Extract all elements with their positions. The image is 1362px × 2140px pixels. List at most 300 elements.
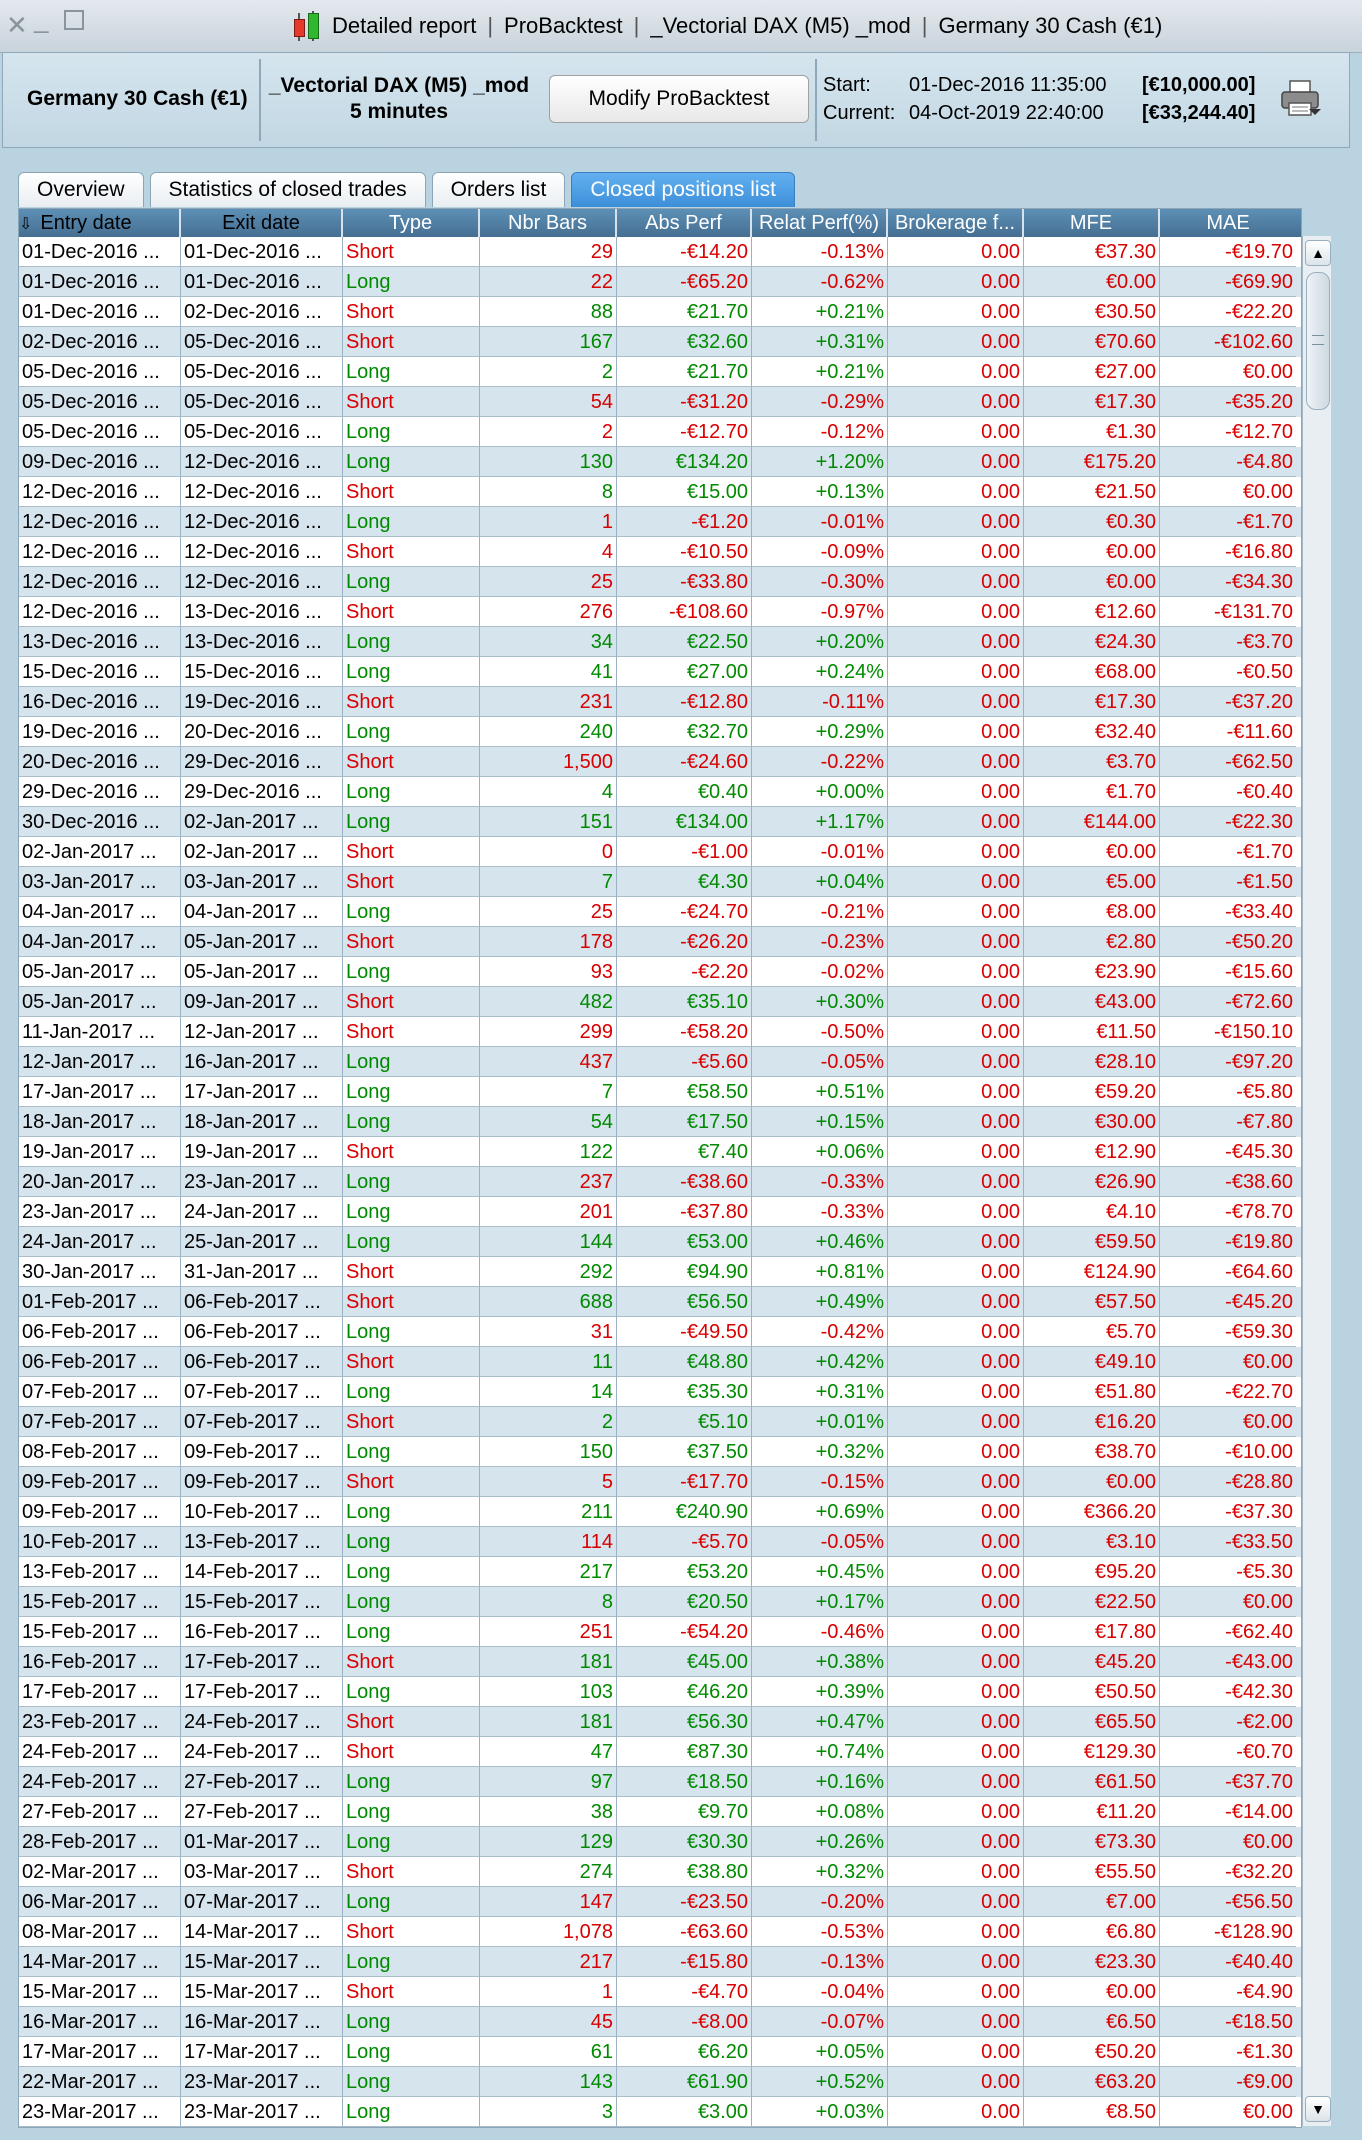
nbr-bars-cell: 3 xyxy=(480,2097,617,2127)
nbr-bars-cell: 34 xyxy=(480,627,617,657)
table-row[interactable] xyxy=(19,327,1301,357)
relat-perf-cell: +0.31% xyxy=(752,1377,888,1407)
table-row[interactable] xyxy=(19,957,1301,987)
abs-perf-cell: -€65.20 xyxy=(617,267,752,297)
mfe-cell: €11.20 xyxy=(1024,1797,1160,1827)
type-cell: Long xyxy=(343,447,480,477)
exit-date-cell: 23-Mar-2017 ... xyxy=(181,2067,343,2097)
exit-date-cell: 07-Feb-2017 ... xyxy=(181,1377,343,1407)
table-row[interactable] xyxy=(19,1137,1301,1167)
exit-date-cell: 17-Mar-2017 ... xyxy=(181,2037,343,2067)
relat-perf-cell: -0.09% xyxy=(752,537,888,567)
nbr-bars-cell: 38 xyxy=(480,1797,617,1827)
relat-perf-cell: +0.05% xyxy=(752,2037,888,2067)
exit-date-cell: 29-Dec-2016 ... xyxy=(181,747,343,777)
start-label: Start: xyxy=(823,74,871,96)
column-mfe[interactable]: MFE xyxy=(1024,209,1160,237)
table-row[interactable] xyxy=(19,1647,1301,1677)
tab-statistics[interactable]: Statistics of closed trades xyxy=(150,172,426,207)
table-row[interactable] xyxy=(19,1617,1301,1647)
mae-cell: -€56.50 xyxy=(1160,1887,1296,1917)
mfe-cell: €51.80 xyxy=(1024,1377,1160,1407)
entry-date-cell: 12-Dec-2016 ... xyxy=(19,567,181,597)
relat-perf-cell: -0.30% xyxy=(752,567,888,597)
table-row[interactable] xyxy=(19,267,1301,297)
close-window-icon[interactable]: ✕ xyxy=(6,10,28,40)
exit-date-cell: 06-Feb-2017 ... xyxy=(181,1317,343,1347)
relat-perf-cell: +0.52% xyxy=(752,2067,888,2097)
mfe-cell: €57.50 xyxy=(1024,1287,1160,1317)
table-row[interactable] xyxy=(19,657,1301,687)
abs-perf-cell: €21.70 xyxy=(617,297,752,327)
table-row[interactable] xyxy=(19,2067,1301,2097)
entry-date-cell: 18-Jan-2017 ... xyxy=(19,1107,181,1137)
relat-perf-cell: +0.13% xyxy=(752,477,888,507)
table-row[interactable] xyxy=(19,1887,1301,1917)
type-cell: Short xyxy=(343,1467,480,1497)
abs-perf-cell: €32.70 xyxy=(617,717,752,747)
entry-date-cell: 07-Feb-2017 ... xyxy=(19,1407,181,1437)
relat-perf-cell: +0.51% xyxy=(752,1077,888,1107)
nbr-bars-cell: 8 xyxy=(480,477,617,507)
table-row[interactable] xyxy=(19,417,1301,447)
exit-date-cell: 12-Dec-2016 ... xyxy=(181,477,343,507)
nbr-bars-cell: 47 xyxy=(480,1737,617,1767)
brokerage-cell: 0.00 xyxy=(888,1497,1024,1527)
abs-perf-cell: €38.80 xyxy=(617,1857,752,1887)
table-row[interactable] xyxy=(19,1797,1301,1827)
maximize-window-icon[interactable] xyxy=(64,10,84,30)
abs-perf-cell: -€17.70 xyxy=(617,1467,752,1497)
scroll-thumb[interactable] xyxy=(1306,272,1330,410)
tab-overview[interactable]: Overview xyxy=(18,172,144,207)
type-cell: Long xyxy=(343,807,480,837)
abs-perf-cell: -€38.60 xyxy=(617,1167,752,1197)
mae-cell: €0.00 xyxy=(1160,1587,1296,1617)
entry-date-cell: 17-Feb-2017 ... xyxy=(19,1677,181,1707)
relat-perf-cell: -0.02% xyxy=(752,957,888,987)
type-cell: Short xyxy=(343,987,480,1017)
table-row[interactable] xyxy=(19,1257,1301,1287)
nbr-bars-cell: 14 xyxy=(480,1377,617,1407)
column-nbr-bars[interactable]: Nbr Bars xyxy=(480,209,617,237)
entry-date-cell: 16-Feb-2017 ... xyxy=(19,1647,181,1677)
abs-perf-cell: €15.00 xyxy=(617,477,752,507)
nbr-bars-cell: 274 xyxy=(480,1857,617,1887)
exit-date-cell: 15-Mar-2017 ... xyxy=(181,1977,343,2007)
exit-date-cell: 05-Dec-2016 ... xyxy=(181,327,343,357)
brokerage-cell: 0.00 xyxy=(888,1287,1024,1317)
nbr-bars-cell: 54 xyxy=(480,1107,617,1137)
abs-perf-cell: €45.00 xyxy=(617,1647,752,1677)
brokerage-cell: 0.00 xyxy=(888,987,1024,1017)
sort-down-icon[interactable]: ⇩ xyxy=(19,216,33,233)
table-row[interactable] xyxy=(19,1917,1301,1947)
brokerage-cell: 0.00 xyxy=(888,957,1024,987)
exit-date-cell: 14-Feb-2017 ... xyxy=(181,1557,343,1587)
abs-perf-cell: -€12.80 xyxy=(617,687,752,717)
table-row[interactable] xyxy=(19,897,1301,927)
printer-icon[interactable] xyxy=(1279,79,1321,119)
mae-cell: -€150.10 xyxy=(1160,1017,1296,1047)
type-cell: Short xyxy=(343,1917,480,1947)
entry-date-cell: 02-Jan-2017 ... xyxy=(19,837,181,867)
table-row[interactable] xyxy=(19,1497,1301,1527)
nbr-bars-cell: 25 xyxy=(480,897,617,927)
exit-date-cell: 01-Mar-2017 ... xyxy=(181,1827,343,1857)
exit-date-cell: 17-Feb-2017 ... xyxy=(181,1647,343,1677)
entry-date-cell: 24-Feb-2017 ... xyxy=(19,1767,181,1797)
table-row[interactable] xyxy=(19,477,1301,507)
brokerage-cell: 0.00 xyxy=(888,1407,1024,1437)
relat-perf-cell: -0.11% xyxy=(752,687,888,717)
relat-perf-cell: -0.20% xyxy=(752,1887,888,1917)
brokerage-cell: 0.00 xyxy=(888,597,1024,627)
exit-date-cell: 12-Dec-2016 ... xyxy=(181,567,343,597)
nbr-bars-cell: 25 xyxy=(480,567,617,597)
abs-perf-cell: €61.90 xyxy=(617,2067,752,2097)
mfe-cell: €63.20 xyxy=(1024,2067,1160,2097)
table-row[interactable] xyxy=(19,1167,1301,1197)
scroll-down-icon[interactable]: ▼ xyxy=(1305,2096,1331,2122)
relat-perf-cell: +0.38% xyxy=(752,1647,888,1677)
table-row[interactable] xyxy=(19,1677,1301,1707)
brokerage-cell: 0.00 xyxy=(888,657,1024,687)
mfe-cell: €30.00 xyxy=(1024,1107,1160,1137)
exit-date-cell: 12-Jan-2017 ... xyxy=(181,1017,343,1047)
abs-perf-cell: €48.80 xyxy=(617,1347,752,1377)
mae-cell: -€50.20 xyxy=(1160,927,1296,957)
table-row[interactable] xyxy=(19,987,1301,1017)
table-row[interactable] xyxy=(19,1527,1301,1557)
type-cell: Long xyxy=(343,957,480,987)
table-row[interactable] xyxy=(19,537,1301,567)
abs-perf-cell: -€10.50 xyxy=(617,537,752,567)
table-row[interactable] xyxy=(19,1467,1301,1497)
table-row[interactable] xyxy=(19,2097,1301,2127)
relat-perf-cell: -0.22% xyxy=(752,747,888,777)
entry-date-cell: 04-Jan-2017 ... xyxy=(19,897,181,927)
brokerage-cell: 0.00 xyxy=(888,1377,1024,1407)
mae-cell: -€62.50 xyxy=(1160,747,1296,777)
type-cell: Long xyxy=(343,267,480,297)
mae-cell: -€33.40 xyxy=(1160,897,1296,927)
entry-date-cell: 07-Feb-2017 ... xyxy=(19,1377,181,1407)
column-type[interactable]: Type xyxy=(343,209,480,237)
exit-date-cell: 17-Jan-2017 ... xyxy=(181,1077,343,1107)
abs-perf-cell: -€108.60 xyxy=(617,597,752,627)
type-cell: Short xyxy=(343,237,480,267)
start-amount: [€10,000.00] xyxy=(1142,74,1256,96)
entry-date-cell: 24-Feb-2017 ... xyxy=(19,1737,181,1767)
table-row[interactable] xyxy=(19,807,1301,837)
type-cell: Short xyxy=(343,1017,480,1047)
table-row[interactable] xyxy=(19,1347,1301,1377)
mae-cell: -€37.30 xyxy=(1160,1497,1296,1527)
mae-cell: -€35.20 xyxy=(1160,387,1296,417)
tab-orders-list[interactable]: Orders list xyxy=(432,172,566,207)
entry-date-cell: 28-Feb-2017 ... xyxy=(19,1827,181,1857)
mae-cell: -€45.30 xyxy=(1160,1137,1296,1167)
mfe-cell: €37.30 xyxy=(1024,237,1160,267)
table-row[interactable] xyxy=(19,1047,1301,1077)
mfe-cell: €0.00 xyxy=(1024,1467,1160,1497)
relat-perf-cell: -0.33% xyxy=(752,1197,888,1227)
table-row[interactable] xyxy=(19,2007,1301,2037)
table-row[interactable] xyxy=(19,1557,1301,1587)
strategy-name: _Vectorial DAX (M5) _mod xyxy=(268,74,530,97)
column-relat-perf[interactable]: Relat Perf(%) xyxy=(752,209,888,237)
mfe-cell: €1.30 xyxy=(1024,417,1160,447)
mfe-cell: €50.20 xyxy=(1024,2037,1160,2067)
mae-cell: -€9.00 xyxy=(1160,2067,1296,2097)
table-row[interactable] xyxy=(19,237,1301,267)
entry-date-cell: 30-Jan-2017 ... xyxy=(19,1257,181,1287)
table-row[interactable] xyxy=(19,1707,1301,1737)
table-row[interactable] xyxy=(19,627,1301,657)
table-row[interactable] xyxy=(19,747,1301,777)
table-row[interactable] xyxy=(19,1197,1301,1227)
nbr-bars-cell: 217 xyxy=(480,1557,617,1587)
abs-perf-cell: -€8.00 xyxy=(617,2007,752,2037)
exit-date-cell: 05-Jan-2017 ... xyxy=(181,927,343,957)
abs-perf-cell: €21.70 xyxy=(617,357,752,387)
relat-perf-cell: +0.30% xyxy=(752,987,888,1017)
mae-cell: -€22.70 xyxy=(1160,1377,1296,1407)
entry-date-cell: 15-Mar-2017 ... xyxy=(19,1977,181,2007)
mae-cell: -€22.30 xyxy=(1160,807,1296,837)
brokerage-cell: 0.00 xyxy=(888,867,1024,897)
type-cell: Long xyxy=(343,627,480,657)
nbr-bars-cell: 2 xyxy=(480,1407,617,1437)
table-row[interactable] xyxy=(19,567,1301,597)
relat-perf-cell: +0.32% xyxy=(752,1437,888,1467)
nbr-bars-cell: 240 xyxy=(480,717,617,747)
abs-perf-cell: €20.50 xyxy=(617,1587,752,1617)
vertical-scrollbar[interactable] xyxy=(1302,236,1331,2126)
mfe-cell: €23.90 xyxy=(1024,957,1160,987)
mae-cell: -€22.20 xyxy=(1160,297,1296,327)
relat-perf-cell: -0.05% xyxy=(752,1047,888,1077)
exit-date-cell: 31-Jan-2017 ... xyxy=(181,1257,343,1287)
type-cell: Short xyxy=(343,477,480,507)
exit-date-cell: 02-Dec-2016 ... xyxy=(181,297,343,327)
brokerage-cell: 0.00 xyxy=(888,1677,1024,1707)
relat-perf-cell: -0.53% xyxy=(752,1917,888,1947)
scroll-up-icon[interactable]: ▲ xyxy=(1305,240,1331,266)
mfe-cell: €70.60 xyxy=(1024,327,1160,357)
exit-date-cell: 03-Jan-2017 ... xyxy=(181,867,343,897)
nbr-bars-cell: 144 xyxy=(480,1227,617,1257)
table-row[interactable] xyxy=(19,597,1301,627)
brokerage-cell: 0.00 xyxy=(888,237,1024,267)
mae-cell: -€16.80 xyxy=(1160,537,1296,567)
exit-date-cell: 15-Dec-2016 ... xyxy=(181,657,343,687)
brokerage-cell: 0.00 xyxy=(888,387,1024,417)
table-row[interactable] xyxy=(19,507,1301,537)
nbr-bars-cell: 482 xyxy=(480,987,617,1017)
type-cell: Long xyxy=(343,777,480,807)
exit-date-cell: 15-Feb-2017 ... xyxy=(181,1587,343,1617)
table-row[interactable] xyxy=(19,837,1301,867)
modify-probacktest-button[interactable]: Modify ProBacktest xyxy=(549,75,809,123)
table-row[interactable] xyxy=(19,1977,1301,2007)
table-row[interactable] xyxy=(19,2037,1301,2067)
type-cell: Short xyxy=(343,1857,480,1887)
nbr-bars-cell: 178 xyxy=(480,927,617,957)
report-header xyxy=(2,52,1350,148)
table-row[interactable] xyxy=(19,1857,1301,1887)
relat-perf-cell: +0.24% xyxy=(752,657,888,687)
table-row[interactable] xyxy=(19,717,1301,747)
type-cell: Long xyxy=(343,357,480,387)
minimize-window-icon[interactable]: _ xyxy=(34,4,49,34)
nbr-bars-cell: 93 xyxy=(480,957,617,987)
relat-perf-cell: +0.04% xyxy=(752,867,888,897)
mae-cell: -€3.70 xyxy=(1160,627,1296,657)
exit-date-cell: 03-Mar-2017 ... xyxy=(181,1857,343,1887)
type-cell: Short xyxy=(343,867,480,897)
type-cell: Short xyxy=(343,687,480,717)
brokerage-cell: 0.00 xyxy=(888,1467,1024,1497)
type-cell: Long xyxy=(343,717,480,747)
mfe-cell: €68.00 xyxy=(1024,657,1160,687)
exit-date-cell: 25-Jan-2017 ... xyxy=(181,1227,343,1257)
abs-perf-cell: -€5.60 xyxy=(617,1047,752,1077)
table-row[interactable] xyxy=(19,1737,1301,1767)
entry-date-cell: 01-Feb-2017 ... xyxy=(19,1287,181,1317)
table-row[interactable] xyxy=(19,1587,1301,1617)
column-abs-perf[interactable]: Abs Perf xyxy=(617,209,752,237)
brokerage-cell: 0.00 xyxy=(888,747,1024,777)
table-row[interactable] xyxy=(19,1827,1301,1857)
abs-perf-cell: €17.50 xyxy=(617,1107,752,1137)
type-cell: Long xyxy=(343,1797,480,1827)
relat-perf-cell: -0.21% xyxy=(752,897,888,927)
exit-date-cell: 07-Mar-2017 ... xyxy=(181,1887,343,1917)
mfe-cell: €0.00 xyxy=(1024,837,1160,867)
table-row[interactable] xyxy=(19,447,1301,477)
nbr-bars-cell: 251 xyxy=(480,1617,617,1647)
exit-date-cell: 12-Dec-2016 ... xyxy=(181,507,343,537)
brokerage-cell: 0.00 xyxy=(888,1527,1024,1557)
current-label: Current: xyxy=(823,102,896,124)
type-cell: Long xyxy=(343,1887,480,1917)
column-mae[interactable]: MAE xyxy=(1206,212,1250,234)
mfe-cell: €17.30 xyxy=(1024,387,1160,417)
type-cell: Long xyxy=(343,1527,480,1557)
exit-date-cell: 12-Dec-2016 ... xyxy=(181,447,343,477)
mfe-cell: €43.00 xyxy=(1024,987,1160,1017)
entry-date-cell: 06-Feb-2017 ... xyxy=(19,1347,181,1377)
table-row[interactable] xyxy=(19,1077,1301,1107)
timeframe: 5 minutes xyxy=(349,100,449,123)
exit-date-cell: 16-Jan-2017 ... xyxy=(181,1047,343,1077)
nbr-bars-cell: 114 xyxy=(480,1527,617,1557)
table-row[interactable] xyxy=(19,1017,1301,1047)
mfe-cell: €49.10 xyxy=(1024,1347,1160,1377)
title-module: ProBacktest xyxy=(504,13,623,38)
nbr-bars-cell: 1,500 xyxy=(480,747,617,777)
exit-date-cell: 17-Feb-2017 ... xyxy=(181,1677,343,1707)
mfe-cell: €21.50 xyxy=(1024,477,1160,507)
brokerage-cell: 0.00 xyxy=(888,1107,1024,1137)
title-report: Detailed report xyxy=(332,13,477,38)
exit-date-cell: 02-Jan-2017 ... xyxy=(181,807,343,837)
table-row[interactable] xyxy=(19,1767,1301,1797)
type-cell: Short xyxy=(343,597,480,627)
type-cell: Long xyxy=(343,897,480,927)
entry-date-cell: 23-Jan-2017 ... xyxy=(19,1197,181,1227)
type-cell: Long xyxy=(343,567,480,597)
exit-date-cell: 19-Dec-2016 ... xyxy=(181,687,343,717)
exit-date-cell: 13-Dec-2016 ... xyxy=(181,627,343,657)
table-row[interactable] xyxy=(19,1107,1301,1137)
nbr-bars-cell: 292 xyxy=(480,1257,617,1287)
abs-perf-cell: -€26.20 xyxy=(617,927,752,957)
column-entry-date[interactable]: ⇩ Entry date xyxy=(19,209,181,237)
abs-perf-cell: €53.20 xyxy=(617,1557,752,1587)
entry-date-cell: 02-Mar-2017 ... xyxy=(19,1857,181,1887)
type-cell: Short xyxy=(343,327,480,357)
mfe-cell: €50.50 xyxy=(1024,1677,1160,1707)
table-row[interactable] xyxy=(19,1437,1301,1467)
table-row[interactable] xyxy=(19,867,1301,897)
entry-date-cell: 19-Jan-2017 ... xyxy=(19,1137,181,1167)
abs-perf-cell: €6.20 xyxy=(617,2037,752,2067)
capital-dates xyxy=(823,71,1255,127)
exit-date-cell: 05-Dec-2016 ... xyxy=(181,357,343,387)
entry-date-cell: 01-Dec-2016 ... xyxy=(19,237,181,267)
table-row[interactable] xyxy=(19,927,1301,957)
table-row[interactable] xyxy=(19,1287,1301,1317)
table-row[interactable] xyxy=(19,1377,1301,1407)
tab-closed-positions[interactable]: Closed positions list xyxy=(571,172,795,207)
type-cell: Short xyxy=(343,1707,480,1737)
type-cell: Long xyxy=(343,2067,480,2097)
table-row[interactable] xyxy=(19,687,1301,717)
type-cell: Long xyxy=(343,1827,480,1857)
entry-date-cell: 16-Mar-2017 ... xyxy=(19,2007,181,2037)
abs-perf-cell: -€14.20 xyxy=(617,237,752,267)
table-row[interactable] xyxy=(19,1947,1301,1977)
table-row[interactable] xyxy=(19,387,1301,417)
table-row[interactable] xyxy=(19,1407,1301,1437)
brokerage-cell: 0.00 xyxy=(888,1557,1024,1587)
table-row[interactable] xyxy=(19,357,1301,387)
mfe-cell: €11.50 xyxy=(1024,1017,1160,1047)
table-row[interactable] xyxy=(19,1317,1301,1347)
abs-perf-cell: -€49.50 xyxy=(617,1317,752,1347)
brokerage-cell: 0.00 xyxy=(888,2097,1024,2127)
table-row[interactable] xyxy=(19,777,1301,807)
type-cell: Long xyxy=(343,2007,480,2037)
brokerage-cell: 0.00 xyxy=(888,537,1024,567)
closed-positions-table xyxy=(18,208,1302,2128)
column-brokerage[interactable]: Brokerage f... xyxy=(888,209,1024,237)
mfe-cell: €17.30 xyxy=(1024,687,1160,717)
exit-date-cell: 20-Dec-2016 ... xyxy=(181,717,343,747)
exit-date-cell: 14-Mar-2017 ... xyxy=(181,1917,343,1947)
table-row[interactable] xyxy=(19,1227,1301,1257)
relat-perf-cell: -0.12% xyxy=(752,417,888,447)
mae-cell: €0.00 xyxy=(1160,1407,1296,1437)
brokerage-cell: 0.00 xyxy=(888,1827,1024,1857)
table-row[interactable] xyxy=(19,297,1301,327)
type-cell: Short xyxy=(343,387,480,417)
column-exit-date[interactable]: Exit date xyxy=(181,209,343,237)
abs-perf-cell: €35.10 xyxy=(617,987,752,1017)
